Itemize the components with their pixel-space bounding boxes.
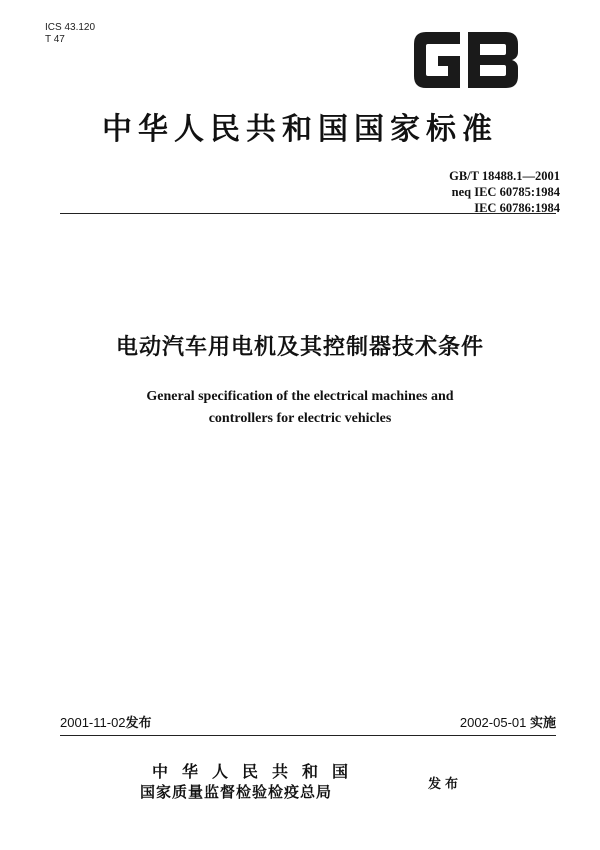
- ccs-code: T 47: [45, 34, 65, 45]
- bottom-divider: [60, 735, 556, 736]
- implementation-date-block: [460, 712, 556, 731]
- issuer-country: 中华人民共和国: [152, 762, 363, 781]
- national-standard-title: 中华人民共和国国家标准: [102, 112, 498, 147]
- document-title-english: [0, 386, 600, 430]
- gb-logo-text: GB: [410, 30, 412, 31]
- english-title-line-2: controllers for electric vehicles: [208, 411, 392, 426]
- issue-date-block: [60, 712, 152, 731]
- standard-number: GB/T 18488.1—2001: [449, 169, 560, 183]
- issuing-authority: [140, 762, 440, 802]
- standard-number-block: [350, 168, 560, 216]
- issue-label: 发布: [125, 716, 152, 731]
- english-title-line-1: General specification of the electrical machines and: [146, 389, 454, 404]
- implementation-label: 实施: [529, 716, 556, 731]
- document-title-chinese: 电动汽车用电机及其控制器技术条件: [115, 335, 484, 360]
- ics-code: ICS 43.120: [45, 22, 96, 33]
- equivalence-reference-1: neq IEC 60785:1984: [451, 185, 560, 199]
- issuer-agency: 国家质量监督检验检疫总局: [140, 783, 333, 801]
- top-divider: [60, 213, 556, 214]
- equivalence-reference-2: IEC 60786:1984: [474, 201, 560, 215]
- implementation-date: 2002-05-01: [459, 715, 527, 730]
- classification-codes: [45, 22, 95, 46]
- publish-label: 发布: [428, 777, 463, 792]
- issue-date: 2001-11-02: [60, 715, 126, 730]
- gb-logo: [410, 30, 522, 90]
